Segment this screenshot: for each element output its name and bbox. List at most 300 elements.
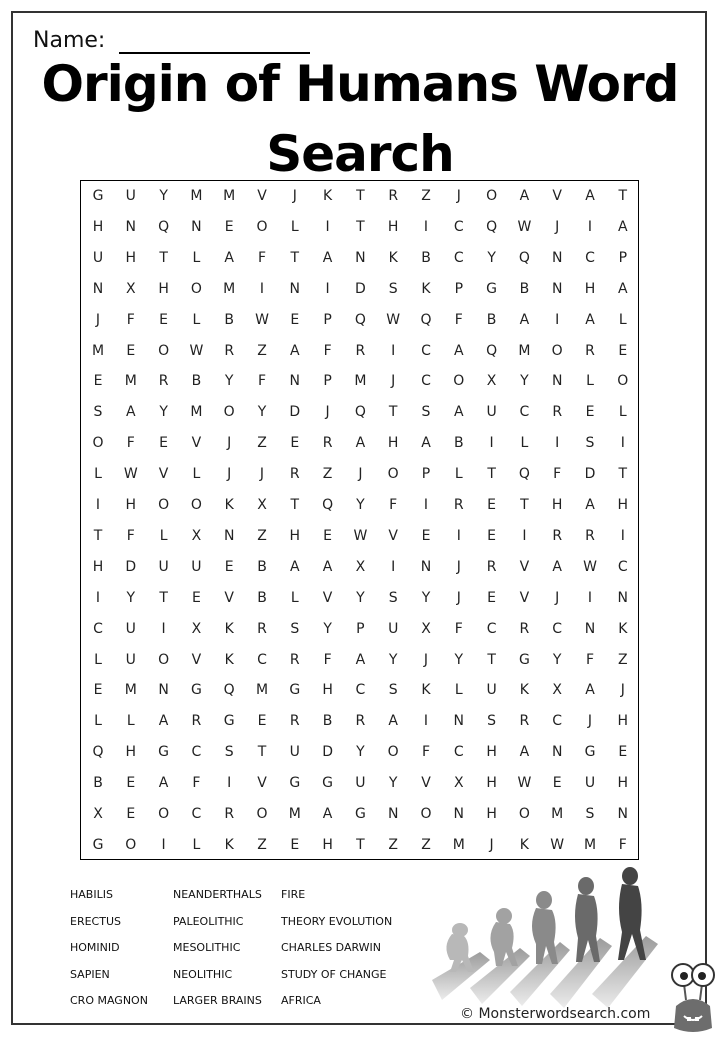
grid-letter[interactable]: B: [224, 311, 234, 328]
grid-letter[interactable]: Q: [420, 311, 432, 328]
grid-letter[interactable]: O: [125, 836, 137, 853]
grid-letter[interactable]: R: [585, 342, 595, 359]
grid-letter[interactable]: G: [92, 188, 104, 204]
grid-letter[interactable]: H: [322, 682, 333, 699]
grid-letter[interactable]: V: [257, 188, 267, 204]
grid-letter[interactable]: J: [325, 404, 330, 421]
grid-letter[interactable]: Q: [322, 497, 334, 513]
grid-letter[interactable]: U: [355, 775, 366, 792]
grid-letter[interactable]: K: [519, 836, 529, 853]
grid-letter[interactable]: L: [618, 311, 627, 328]
grid-letter[interactable]: B: [257, 558, 267, 575]
grid-letter[interactable]: Y: [323, 620, 332, 637]
grid-letter[interactable]: I: [227, 775, 232, 792]
grid-letter[interactable]: F: [126, 527, 135, 544]
grid-letter[interactable]: U: [125, 620, 136, 637]
grid-letter[interactable]: O: [223, 404, 235, 421]
grid-letter[interactable]: Q: [92, 744, 104, 761]
grid-letter[interactable]: S: [421, 404, 431, 421]
grid-letter[interactable]: H: [617, 775, 629, 792]
grid-letter[interactable]: L: [159, 527, 168, 544]
grid-letter[interactable]: N: [289, 373, 301, 390]
grid-letter[interactable]: R: [289, 713, 300, 730]
grid-letter[interactable]: Q: [486, 218, 498, 235]
grid-letter[interactable]: G: [322, 775, 334, 792]
grid-letter[interactable]: I: [522, 527, 527, 544]
grid-letter[interactable]: W: [550, 836, 565, 853]
name-input-line[interactable]: [119, 52, 310, 54]
grid-letter[interactable]: I: [555, 311, 560, 328]
grid-letter[interactable]: C: [453, 249, 464, 266]
grid-letter[interactable]: R: [388, 188, 399, 204]
grid-letter[interactable]: N: [453, 806, 465, 822]
grid-letter[interactable]: G: [289, 682, 301, 699]
grid-letter[interactable]: S: [224, 744, 234, 761]
grid-letter[interactable]: A: [355, 435, 366, 452]
grid-letter[interactable]: P: [618, 249, 628, 266]
grid-letter[interactable]: N: [584, 620, 596, 637]
grid-letter[interactable]: T: [356, 836, 365, 853]
grid-letter[interactable]: R: [224, 342, 235, 359]
grid-letter[interactable]: T: [93, 527, 103, 544]
grid-letter[interactable]: S: [388, 589, 398, 606]
grid-letter[interactable]: A: [158, 713, 169, 730]
grid-letter[interactable]: V: [552, 188, 562, 204]
grid-letter[interactable]: G: [92, 836, 104, 853]
grid-letter[interactable]: V: [224, 589, 234, 606]
grid-letter[interactable]: S: [388, 682, 398, 699]
grid-letter[interactable]: H: [125, 744, 137, 761]
grid-letter[interactable]: Z: [421, 836, 431, 853]
grid-letter[interactable]: H: [92, 558, 104, 575]
grid-letter[interactable]: Z: [388, 836, 398, 853]
grid-letter[interactable]: J: [95, 311, 101, 328]
grid-letter[interactable]: W: [517, 775, 532, 792]
grid-letter[interactable]: L: [586, 373, 594, 390]
grid-letter[interactable]: Z: [421, 188, 431, 204]
grid-letter[interactable]: J: [391, 373, 396, 390]
grid-letter[interactable]: V: [519, 558, 530, 575]
grid-letter[interactable]: I: [620, 435, 625, 452]
grid-letter[interactable]: E: [618, 744, 628, 761]
grid-letter[interactable]: Y: [159, 188, 168, 204]
grid-letter[interactable]: H: [617, 497, 629, 513]
grid-letter[interactable]: N: [420, 558, 432, 575]
grid-letter[interactable]: L: [126, 713, 135, 730]
grid-letter[interactable]: W: [189, 342, 204, 359]
grid-letter[interactable]: T: [388, 404, 398, 421]
grid-letter[interactable]: B: [93, 775, 103, 792]
grid-letter[interactable]: U: [289, 744, 300, 761]
grid-letter[interactable]: C: [552, 713, 563, 730]
grid-letter[interactable]: I: [95, 497, 101, 513]
grid-letter[interactable]: K: [421, 682, 431, 699]
grid-letter[interactable]: O: [453, 373, 465, 390]
grid-letter[interactable]: X: [257, 497, 267, 513]
grid-letter[interactable]: R: [486, 558, 497, 575]
grid-letter[interactable]: M: [124, 682, 137, 699]
grid-letter[interactable]: J: [587, 713, 593, 730]
grid-letter[interactable]: U: [92, 249, 104, 266]
grid-letter[interactable]: V: [388, 527, 398, 544]
grid-letter[interactable]: C: [191, 744, 202, 761]
grid-letter[interactable]: A: [454, 404, 464, 421]
grid-letter[interactable]: B: [191, 373, 202, 390]
grid-letter[interactable]: J: [555, 589, 560, 606]
grid-letter[interactable]: E: [224, 218, 234, 235]
grid-letter[interactable]: H: [125, 497, 137, 513]
grid-letter[interactable]: T: [356, 188, 365, 204]
grid-letter[interactable]: R: [552, 527, 563, 544]
grid-letter[interactable]: A: [585, 497, 595, 513]
grid-letter[interactable]: E: [159, 435, 169, 452]
grid-letter[interactable]: O: [158, 806, 170, 822]
grid-letter[interactable]: H: [551, 497, 563, 513]
grid-letter[interactable]: P: [454, 280, 464, 297]
grid-letter[interactable]: I: [391, 342, 396, 359]
grid-letter[interactable]: I: [391, 558, 396, 575]
grid-letter[interactable]: B: [257, 589, 267, 606]
grid-letter[interactable]: A: [519, 744, 530, 761]
grid-letter[interactable]: V: [158, 466, 169, 483]
grid-letter[interactable]: F: [323, 342, 332, 359]
grid-letter[interactable]: O: [190, 280, 202, 297]
grid-letter[interactable]: B: [322, 713, 333, 730]
grid-letter[interactable]: P: [323, 311, 332, 328]
grid-letter[interactable]: Q: [354, 404, 366, 421]
grid-letter[interactable]: C: [453, 218, 464, 235]
grid-letter[interactable]: N: [125, 218, 137, 235]
grid-letter[interactable]: I: [423, 497, 429, 513]
grid-letter[interactable]: I: [587, 218, 593, 235]
grid-letter[interactable]: O: [158, 342, 170, 359]
grid-letter[interactable]: M: [452, 836, 465, 853]
grid-letter[interactable]: U: [125, 188, 136, 204]
grid-letter[interactable]: R: [453, 497, 464, 513]
grid-letter[interactable]: X: [191, 527, 202, 544]
grid-letter[interactable]: N: [191, 218, 202, 235]
grid-letter[interactable]: C: [552, 620, 563, 637]
grid-letter[interactable]: T: [290, 497, 300, 513]
grid-letter[interactable]: O: [420, 806, 432, 822]
grid-letter[interactable]: J: [555, 218, 560, 235]
grid-letter[interactable]: L: [94, 466, 102, 483]
grid-letter[interactable]: V: [322, 589, 333, 606]
grid-letter[interactable]: M: [190, 404, 203, 421]
grid-letter[interactable]: T: [487, 466, 496, 483]
grid-letter[interactable]: L: [520, 435, 529, 452]
grid-letter[interactable]: P: [356, 620, 365, 637]
grid-letter[interactable]: C: [519, 404, 530, 421]
grid-letter[interactable]: G: [486, 280, 498, 297]
grid-letter[interactable]: S: [290, 620, 300, 637]
grid-letter[interactable]: C: [257, 651, 267, 668]
grid-letter[interactable]: O: [518, 806, 530, 822]
grid-letter[interactable]: D: [584, 466, 596, 483]
grid-letter[interactable]: L: [290, 589, 299, 606]
grid-letter[interactable]: N: [158, 682, 169, 699]
grid-letter[interactable]: A: [421, 435, 431, 452]
grid-letter[interactable]: K: [618, 620, 628, 637]
grid-letter[interactable]: M: [255, 682, 269, 699]
grid-letter[interactable]: O: [551, 342, 563, 359]
grid-letter[interactable]: J: [456, 188, 461, 204]
grid-letter[interactable]: Y: [487, 249, 496, 266]
grid-letter[interactable]: B: [519, 280, 530, 297]
grid-letter[interactable]: Y: [224, 373, 234, 390]
grid-letter[interactable]: P: [323, 373, 332, 390]
grid-letter[interactable]: D: [355, 280, 366, 297]
grid-letter[interactable]: A: [322, 558, 333, 575]
grid-letter[interactable]: I: [489, 435, 494, 452]
grid-letter[interactable]: M: [91, 342, 105, 359]
grid-letter[interactable]: V: [191, 435, 202, 452]
grid-letter[interactable]: X: [93, 806, 103, 822]
grid-letter[interactable]: A: [585, 188, 595, 204]
grid-letter[interactable]: N: [551, 280, 563, 297]
grid-letter[interactable]: M: [288, 806, 301, 822]
grid-letter[interactable]: F: [257, 249, 267, 266]
grid-letter[interactable]: T: [618, 188, 628, 204]
grid-letter[interactable]: F: [454, 311, 463, 328]
grid-letter[interactable]: M: [124, 373, 137, 390]
grid-letter[interactable]: G: [354, 806, 366, 822]
grid-letter[interactable]: J: [620, 682, 625, 699]
grid-letter[interactable]: T: [487, 651, 496, 668]
grid-letter[interactable]: K: [224, 497, 234, 513]
grid-letter[interactable]: A: [126, 404, 136, 421]
grid-letter[interactable]: S: [93, 404, 103, 421]
grid-letter[interactable]: H: [289, 527, 301, 544]
grid-letter[interactable]: Z: [257, 527, 267, 544]
grid-letter[interactable]: K: [388, 249, 398, 266]
grid-letter[interactable]: G: [190, 682, 202, 699]
grid-letter[interactable]: H: [158, 280, 169, 297]
grid-letter[interactable]: S: [487, 713, 497, 730]
grid-letter[interactable]: X: [486, 373, 497, 390]
grid-letter[interactable]: H: [92, 218, 104, 235]
grid-letter[interactable]: O: [92, 435, 104, 452]
grid-letter[interactable]: T: [257, 744, 267, 761]
grid-letter[interactable]: I: [423, 218, 429, 235]
grid-letter[interactable]: H: [322, 836, 333, 853]
grid-letter[interactable]: L: [454, 466, 463, 483]
grid-letter[interactable]: J: [358, 466, 363, 483]
grid-letter[interactable]: R: [519, 620, 530, 637]
grid-letter[interactable]: C: [486, 620, 497, 637]
grid-letter[interactable]: F: [389, 497, 398, 513]
grid-letter[interactable]: W: [123, 466, 138, 483]
grid-letter[interactable]: O: [158, 497, 170, 513]
grid-letter[interactable]: Q: [158, 218, 170, 235]
grid-letter[interactable]: R: [585, 527, 595, 544]
grid-letter[interactable]: W: [353, 527, 368, 544]
grid-letter[interactable]: A: [388, 713, 398, 730]
grid-letter[interactable]: I: [555, 435, 560, 452]
grid-letter[interactable]: M: [223, 188, 236, 204]
grid-letter[interactable]: E: [487, 589, 497, 606]
grid-letter[interactable]: W: [517, 218, 532, 235]
grid-letter[interactable]: M: [223, 280, 236, 297]
grid-letter[interactable]: E: [191, 589, 201, 606]
grid-letter[interactable]: H: [486, 806, 497, 822]
grid-letter[interactable]: M: [518, 342, 531, 359]
grid-letter[interactable]: Y: [388, 651, 398, 668]
grid-letter[interactable]: Y: [159, 404, 168, 421]
grid-letter[interactable]: L: [290, 218, 299, 235]
grid-letter[interactable]: C: [617, 558, 628, 575]
grid-letter[interactable]: I: [161, 620, 166, 637]
grid-letter[interactable]: I: [325, 280, 330, 297]
grid-letter[interactable]: A: [585, 682, 595, 699]
grid-letter[interactable]: H: [125, 249, 137, 266]
grid-letter[interactable]: L: [454, 682, 463, 699]
grid-letter[interactable]: M: [551, 806, 564, 822]
grid-letter[interactable]: W: [255, 311, 269, 328]
grid-letter[interactable]: E: [93, 373, 103, 390]
grid-letter[interactable]: F: [126, 311, 135, 328]
grid-letter[interactable]: C: [93, 620, 103, 637]
grid-letter[interactable]: G: [584, 744, 596, 761]
grid-letter[interactable]: E: [487, 497, 497, 513]
grid-letter[interactable]: S: [585, 806, 595, 822]
grid-letter[interactable]: V: [519, 589, 530, 606]
grid-letter[interactable]: J: [489, 836, 494, 853]
grid-letter[interactable]: F: [585, 651, 595, 668]
grid-letter[interactable]: H: [486, 775, 497, 792]
grid-letter[interactable]: E: [552, 775, 562, 792]
grid-letter[interactable]: E: [126, 342, 136, 359]
grid-letter[interactable]: F: [257, 373, 267, 390]
grid-letter[interactable]: E: [257, 713, 267, 730]
grid-letter[interactable]: D: [322, 744, 333, 761]
grid-letter[interactable]: N: [92, 280, 104, 297]
grid-letter[interactable]: R: [158, 373, 169, 390]
grid-letter[interactable]: I: [95, 589, 101, 606]
grid-letter[interactable]: B: [486, 311, 497, 328]
grid-letter[interactable]: F: [126, 435, 135, 452]
grid-letter[interactable]: Q: [518, 249, 530, 266]
grid-letter[interactable]: U: [486, 404, 497, 421]
grid-letter[interactable]: O: [158, 651, 170, 668]
grid-letter[interactable]: O: [486, 188, 498, 204]
grid-letter[interactable]: E: [323, 527, 333, 544]
grid-letter[interactable]: U: [584, 775, 596, 792]
grid-letter[interactable]: V: [421, 775, 431, 792]
grid-letter[interactable]: N: [289, 280, 301, 297]
grid-letter[interactable]: I: [325, 218, 330, 235]
grid-letter[interactable]: T: [290, 249, 300, 266]
grid-letter[interactable]: E: [159, 311, 169, 328]
grid-letter[interactable]: U: [486, 682, 497, 699]
grid-letter[interactable]: L: [618, 404, 627, 421]
grid-letter[interactable]: K: [224, 651, 234, 668]
grid-letter[interactable]: I: [259, 280, 265, 297]
grid-letter[interactable]: U: [388, 620, 399, 637]
grid-letter[interactable]: W: [583, 558, 597, 575]
grid-letter[interactable]: F: [192, 775, 201, 792]
grid-letter[interactable]: A: [158, 775, 169, 792]
grid-letter[interactable]: V: [191, 651, 202, 668]
grid-letter[interactable]: W: [386, 311, 401, 328]
grid-letter[interactable]: C: [421, 373, 431, 390]
grid-letter[interactable]: R: [289, 651, 300, 668]
grid-letter[interactable]: N: [551, 744, 563, 761]
grid-letter[interactable]: J: [456, 558, 461, 575]
grid-letter[interactable]: C: [421, 342, 431, 359]
grid-letter[interactable]: Q: [486, 342, 498, 359]
grid-letter[interactable]: N: [223, 527, 235, 544]
grid-letter[interactable]: R: [519, 713, 530, 730]
grid-letter[interactable]: M: [583, 836, 597, 853]
grid-letter[interactable]: E: [585, 404, 595, 421]
grid-letter[interactable]: J: [227, 466, 232, 483]
grid-letter[interactable]: Q: [223, 682, 235, 699]
grid-letter[interactable]: Y: [356, 589, 365, 606]
grid-letter[interactable]: Z: [257, 342, 267, 359]
grid-letter[interactable]: I: [620, 527, 625, 544]
grid-letter[interactable]: E: [290, 435, 300, 452]
grid-letter[interactable]: O: [387, 744, 399, 761]
grid-letter[interactable]: C: [355, 682, 366, 699]
grid-letter[interactable]: K: [224, 620, 234, 637]
grid-letter[interactable]: X: [191, 620, 202, 637]
grid-letter[interactable]: H: [584, 280, 596, 297]
grid-letter[interactable]: N: [617, 589, 629, 606]
grid-letter[interactable]: Y: [257, 404, 267, 421]
grid-letter[interactable]: B: [453, 435, 464, 452]
grid-letter[interactable]: D: [289, 404, 301, 421]
grid-letter[interactable]: J: [259, 466, 265, 483]
grid-letter[interactable]: S: [388, 280, 398, 297]
grid-letter[interactable]: C: [585, 249, 595, 266]
grid-letter[interactable]: U: [125, 651, 136, 668]
grid-letter[interactable]: X: [126, 280, 136, 297]
grid-letter[interactable]: A: [585, 311, 595, 328]
grid-letter[interactable]: T: [356, 218, 365, 235]
grid-letter[interactable]: J: [292, 188, 297, 204]
grid-letter[interactable]: A: [454, 342, 464, 359]
grid-letter[interactable]: G: [158, 744, 170, 761]
grid-letter[interactable]: P: [421, 466, 431, 483]
grid-letter[interactable]: A: [322, 249, 333, 266]
grid-letter[interactable]: N: [355, 249, 366, 266]
grid-letter[interactable]: S: [585, 435, 595, 452]
grid-letter[interactable]: E: [618, 342, 628, 359]
grid-letter[interactable]: E: [290, 311, 300, 328]
grid-letter[interactable]: E: [93, 682, 103, 699]
grid-letter[interactable]: C: [453, 744, 464, 761]
grid-letter[interactable]: F: [618, 836, 627, 853]
grid-letter[interactable]: I: [161, 836, 166, 853]
grid-letter[interactable]: F: [454, 620, 463, 637]
grid-letter[interactable]: F: [323, 651, 332, 668]
grid-letter[interactable]: Q: [518, 466, 530, 483]
grid-letter[interactable]: L: [94, 651, 102, 668]
grid-letter[interactable]: F: [553, 466, 562, 483]
grid-letter[interactable]: G: [518, 651, 530, 668]
grid-letter[interactable]: K: [519, 682, 529, 699]
grid-letter[interactable]: J: [227, 435, 232, 452]
grid-letter[interactable]: Y: [520, 373, 529, 390]
grid-letter[interactable]: M: [354, 373, 367, 390]
grid-letter[interactable]: Y: [126, 589, 136, 606]
grid-letter[interactable]: X: [552, 682, 562, 699]
grid-letter[interactable]: J: [456, 589, 461, 606]
grid-letter[interactable]: R: [355, 713, 366, 730]
grid-letter[interactable]: A: [618, 218, 628, 235]
grid-letter[interactable]: G: [289, 775, 301, 792]
